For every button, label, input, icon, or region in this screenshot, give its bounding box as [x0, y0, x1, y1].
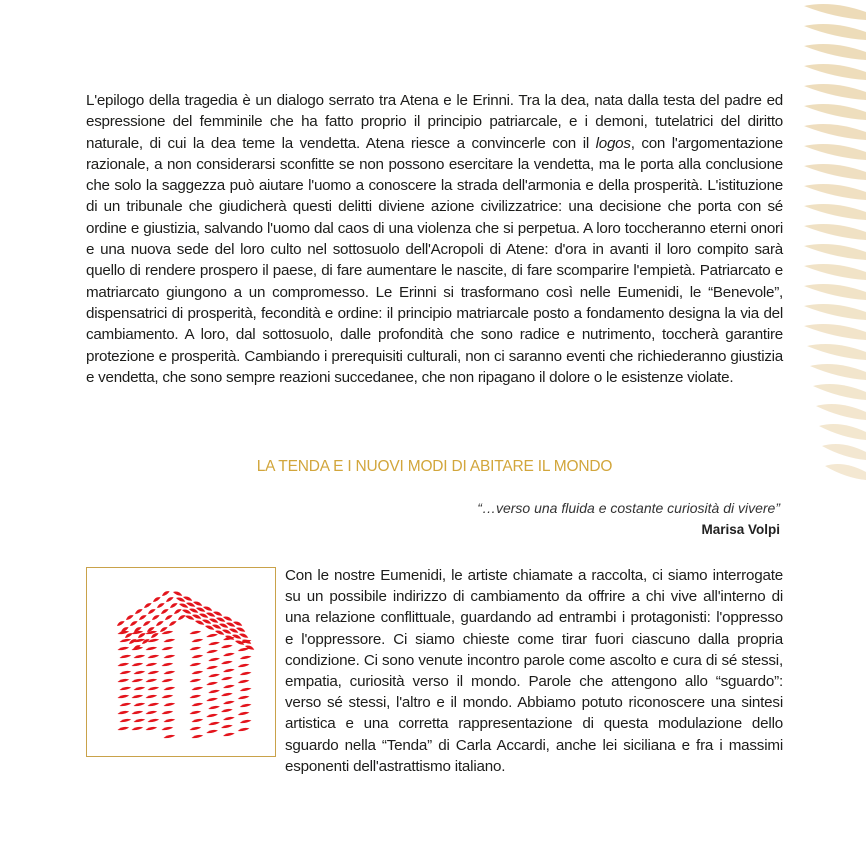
tent-brush-stroke: [221, 692, 233, 697]
tent-brush-stroke: [206, 649, 218, 654]
tent-brush-stroke: [151, 614, 160, 621]
tent-brush-stroke: [125, 614, 134, 621]
tent-brush-stroke: [239, 687, 251, 692]
tent-brush-stroke: [117, 678, 129, 683]
tent-brush-stroke: [191, 718, 203, 723]
tent-brush-stroke: [208, 657, 220, 662]
tent-brush-stroke: [161, 726, 173, 731]
feather-leaf-shape: [819, 424, 866, 440]
feather-leaf-shape: [804, 164, 866, 180]
tent-brush-stroke: [163, 638, 175, 643]
tent-brush-stroke: [189, 678, 201, 683]
tent-brush-stroke: [208, 705, 220, 710]
tent-brush-stroke: [177, 614, 186, 621]
tent-brush-stroke: [147, 608, 156, 615]
tent-brush-stroke: [221, 660, 233, 665]
tent-brush-stroke: [163, 718, 175, 723]
tent-brush-stroke: [133, 654, 145, 659]
tent-brush-stroke: [206, 633, 218, 638]
feather-leaf-shape: [804, 324, 866, 340]
tent-brush-stroke: [133, 686, 145, 691]
tent-brush-stroke: [208, 673, 220, 678]
feather-leaf-shape: [804, 224, 866, 240]
tent-brush-stroke: [143, 602, 152, 609]
tent-brush-stroke: [145, 710, 157, 715]
feather-leaf-shape: [804, 104, 866, 120]
tent-brush-stroke: [239, 655, 251, 660]
tent-brush-stroke: [189, 694, 201, 699]
tent-brush-stroke: [145, 662, 157, 667]
tent-brush-stroke: [237, 695, 249, 700]
tent-brush-stroke: [117, 646, 129, 651]
tent-brush-stroke: [163, 686, 175, 691]
tent-brush-stroke: [223, 716, 235, 721]
tent-brush-stroke: [116, 620, 125, 627]
tent-brush-stroke: [155, 620, 164, 627]
tent-brush-stroke: [131, 662, 143, 667]
tent-brush-stroke: [119, 638, 131, 643]
tent-brush-stroke: [191, 670, 203, 675]
feather-leaf-shape: [807, 344, 866, 360]
epigraph-quote: “…verso una fluida e costante curiosità di vivere”: [477, 500, 780, 516]
tent-brush-stroke: [160, 608, 169, 615]
feather-leaf-shape: [804, 24, 866, 40]
tent-brush-stroke: [223, 700, 235, 705]
tent-brush-stroke: [206, 681, 218, 686]
red-tent-artwork-icon: [87, 568, 274, 755]
tent-brush-stroke: [131, 710, 143, 715]
tent-brush-stroke: [206, 697, 218, 702]
tent-brush-stroke: [138, 614, 147, 621]
tent-brush-stroke: [147, 718, 159, 723]
tent-brush-stroke: [145, 678, 157, 683]
tent-brush-stroke: [163, 654, 175, 659]
tent-brush-stroke: [173, 590, 183, 597]
feather-leaf-shape: [804, 284, 866, 300]
tent-brush-stroke: [221, 724, 233, 729]
tent-brush-stroke: [189, 710, 201, 715]
feather-leaf-shape: [825, 464, 866, 480]
tent-brush-stroke: [119, 686, 131, 691]
feather-leaf-shape: [804, 84, 866, 100]
tent-brush-stroke: [169, 602, 178, 609]
tent-brush-stroke: [221, 708, 233, 713]
feather-leaf-shape: [813, 384, 866, 400]
tent-brush-stroke: [133, 702, 145, 707]
tent-brush-stroke: [133, 718, 145, 723]
tent-brush-stroke: [223, 732, 235, 737]
tent-brush-stroke: [191, 702, 203, 707]
feather-leaf-shape: [804, 264, 866, 280]
tent-brush-stroke: [223, 684, 235, 689]
feather-leaf-shape: [804, 204, 866, 220]
tent-brush-stroke: [145, 646, 157, 651]
tent-brush-stroke: [173, 608, 182, 615]
tent-brush-stroke: [152, 596, 161, 603]
tent-brush-stroke: [237, 663, 249, 668]
feather-leaf-shape: [822, 444, 866, 460]
tent-brush-stroke: [117, 726, 129, 731]
tent-brush-stroke: [239, 719, 251, 724]
body-paragraph-2: Con le nostre Eumenidi, le artiste chiamate a raccolta, ci siamo interrogate su un possibile indirizzo di cambiamento da offrire a chi vive all'interno di una relazione conflittuale, guardando ad entrambi i protagonisti: l'oppresso e l'oppressore. Ci siamo chieste come tirar fuori ciascuno dalla propria condizione. Ci sono venute incontro parole come ascolto e cura di sé stessi, empatia, curiosità verso il mondo. Parole che attengono allo “sguardo”: verso sé stessi, l'altro e il mondo. Abbiamo potuto riconoscere una sintesi artistica e una corretta rappresentazione di questa modulazione dello sguardo nella “Tenda” di Carla Accardi, anche lei siciliana e fra i massimi esponenti dell'astrattismo italiano.: [285, 567, 783, 775]
epigraph-author: Marisa Volpi: [701, 522, 780, 537]
tent-brush-stroke: [223, 668, 235, 673]
feather-leaf-shape: [804, 64, 866, 80]
tent-brush-stroke: [117, 662, 129, 667]
tent-brush-stroke: [206, 665, 218, 670]
feather-leaf-shape: [810, 364, 866, 380]
tent-brush-stroke: [189, 726, 201, 731]
tent-brush-stroke: [145, 726, 157, 731]
feather-leaf-shape: [804, 184, 866, 200]
tent-brush-stroke: [119, 718, 131, 723]
tent-brush-stroke: [189, 662, 201, 667]
section-heading: LA TENDA E I NUOVI MODI DI ABITARE IL MONDO: [256, 458, 613, 475]
tent-brush-stroke: [129, 620, 138, 627]
tent-brush-stroke: [163, 670, 175, 675]
tent-brush-stroke: [119, 670, 131, 675]
tent-brush-stroke: [168, 620, 177, 627]
tent-brush-stroke: [117, 694, 129, 699]
tent-brush-stroke: [189, 646, 201, 651]
tent-brush-stroke: [191, 654, 203, 659]
tent-brush-stroke: [131, 678, 143, 683]
body-paragraph-1: L'epilogo della tragedia è un dialogo serrato tra Atena e le Erinni. Tra la dea, nata dalla testa del padre ed espressione del femminile che ha fatto proprio il principio patriarcale, e i demoni, tutelatrici del diritto naturale, di cui la dea teme la vendetta. Atena riesce a convincerle con il logos, con l'argomentazione razionale, a non considerarsi sconfitte se non possono esercitare la vendetta, ma le porta alla conclusione che solo la saggezza può aiutare l'uomo a conoscere la strada dell'armonia e della prosperità. L'istituzione di un tribunale che giudicherà questi delitti diviene azione civilizzatrice: una decisione che porta con sé ordine e giustizia, salvando l'uomo dal caos di una violenza che si perpetua. A loro toccheranno eterni onori e una nuova sede del loro culto nel sottosuolo dell'Acropoli di Atene: d'ora in avanti il loro compito sarà quello di rendere prospero il paese, di fare aumentare le nascite, di fare scomparire l'empietà. Patriarcato e matriarcato giungono a un compromesso. Le Erinni si trasformano così nelle Eumenidi, le “Benevole”, dispensatrici di prosperità, fecondità e ordine: il principio matriarcale posto a fondamento designa la via del cambiamento. A loro, dal sottosuolo, dalle profondità che sono radice e nutrimento, toccherà garantire protezione e prosperità. Cambiando i prerequisiti culturali, non ci saranno eventi che richiederanno giustizia e vendetta, che sono sempre reazioni succedanee, che non ripagano il dolore o le esistenze violate.: [86, 92, 783, 386]
tent-brush-stroke: [239, 703, 251, 708]
tent-brush-stroke: [208, 689, 220, 694]
tent-brush-stroke: [237, 711, 249, 716]
tent-brush-stroke: [134, 608, 143, 615]
tent-brush-stroke: [161, 694, 173, 699]
tent-artwork-frame: [86, 567, 276, 757]
tent-brush-stroke: [161, 710, 173, 715]
tent-brush-stroke: [163, 734, 175, 739]
feather-leaf-shape: [804, 244, 866, 260]
tent-brush-stroke: [131, 694, 143, 699]
tent-brush-stroke: [221, 644, 233, 649]
tent-brush-stroke: [161, 662, 173, 667]
tent-brush-stroke: [147, 686, 159, 691]
tent-brush-stroke: [161, 590, 170, 597]
feather-leaf-decoration: [790, 0, 866, 490]
feather-leaf-shape: [816, 404, 866, 420]
feather-leaf-shape: [804, 124, 866, 140]
tent-brush-stroke: [208, 721, 220, 726]
tent-brush-stroke: [239, 671, 251, 676]
tent-brush-stroke: [164, 614, 173, 621]
tent-brush-stroke: [221, 676, 233, 681]
italic-logos: logos: [595, 134, 631, 152]
tent-brush-stroke: [191, 686, 203, 691]
tent-brush-stroke: [206, 713, 218, 718]
feather-leaf-shape: [804, 4, 866, 20]
tent-brush-stroke: [191, 638, 203, 643]
tent-brush-stroke: [119, 702, 131, 707]
tent-brush-stroke: [237, 727, 249, 732]
tent-brush-stroke: [208, 641, 220, 646]
tent-brush-stroke: [163, 702, 175, 707]
tent-brush-stroke: [117, 710, 129, 715]
tent-brush-stroke: [189, 630, 201, 635]
tent-brush-stroke: [161, 678, 173, 683]
tent-brush-stroke: [223, 652, 235, 657]
tent-brush-stroke: [165, 596, 174, 603]
tent-brush-stroke: [206, 729, 218, 734]
tent-brush-stroke: [191, 734, 203, 739]
tent-brush-stroke: [133, 670, 145, 675]
tent-brush-stroke: [237, 679, 249, 684]
tent-brush-stroke: [145, 694, 157, 699]
feather-leaf-shape: [804, 44, 866, 60]
tent-brush-stroke: [147, 670, 159, 675]
feather-leaf-shape: [804, 144, 866, 160]
tent-brush-stroke: [131, 726, 143, 731]
tent-brush-stroke: [147, 638, 159, 643]
tent-brush-stroke: [161, 646, 173, 651]
tent-brush-stroke: [156, 602, 165, 609]
tent-brush-stroke: [142, 620, 151, 627]
feather-leaf-shape: [804, 304, 866, 320]
tent-brush-stroke: [147, 654, 159, 659]
tent-brush-stroke: [147, 702, 159, 707]
tent-brush-stroke: [119, 654, 131, 659]
